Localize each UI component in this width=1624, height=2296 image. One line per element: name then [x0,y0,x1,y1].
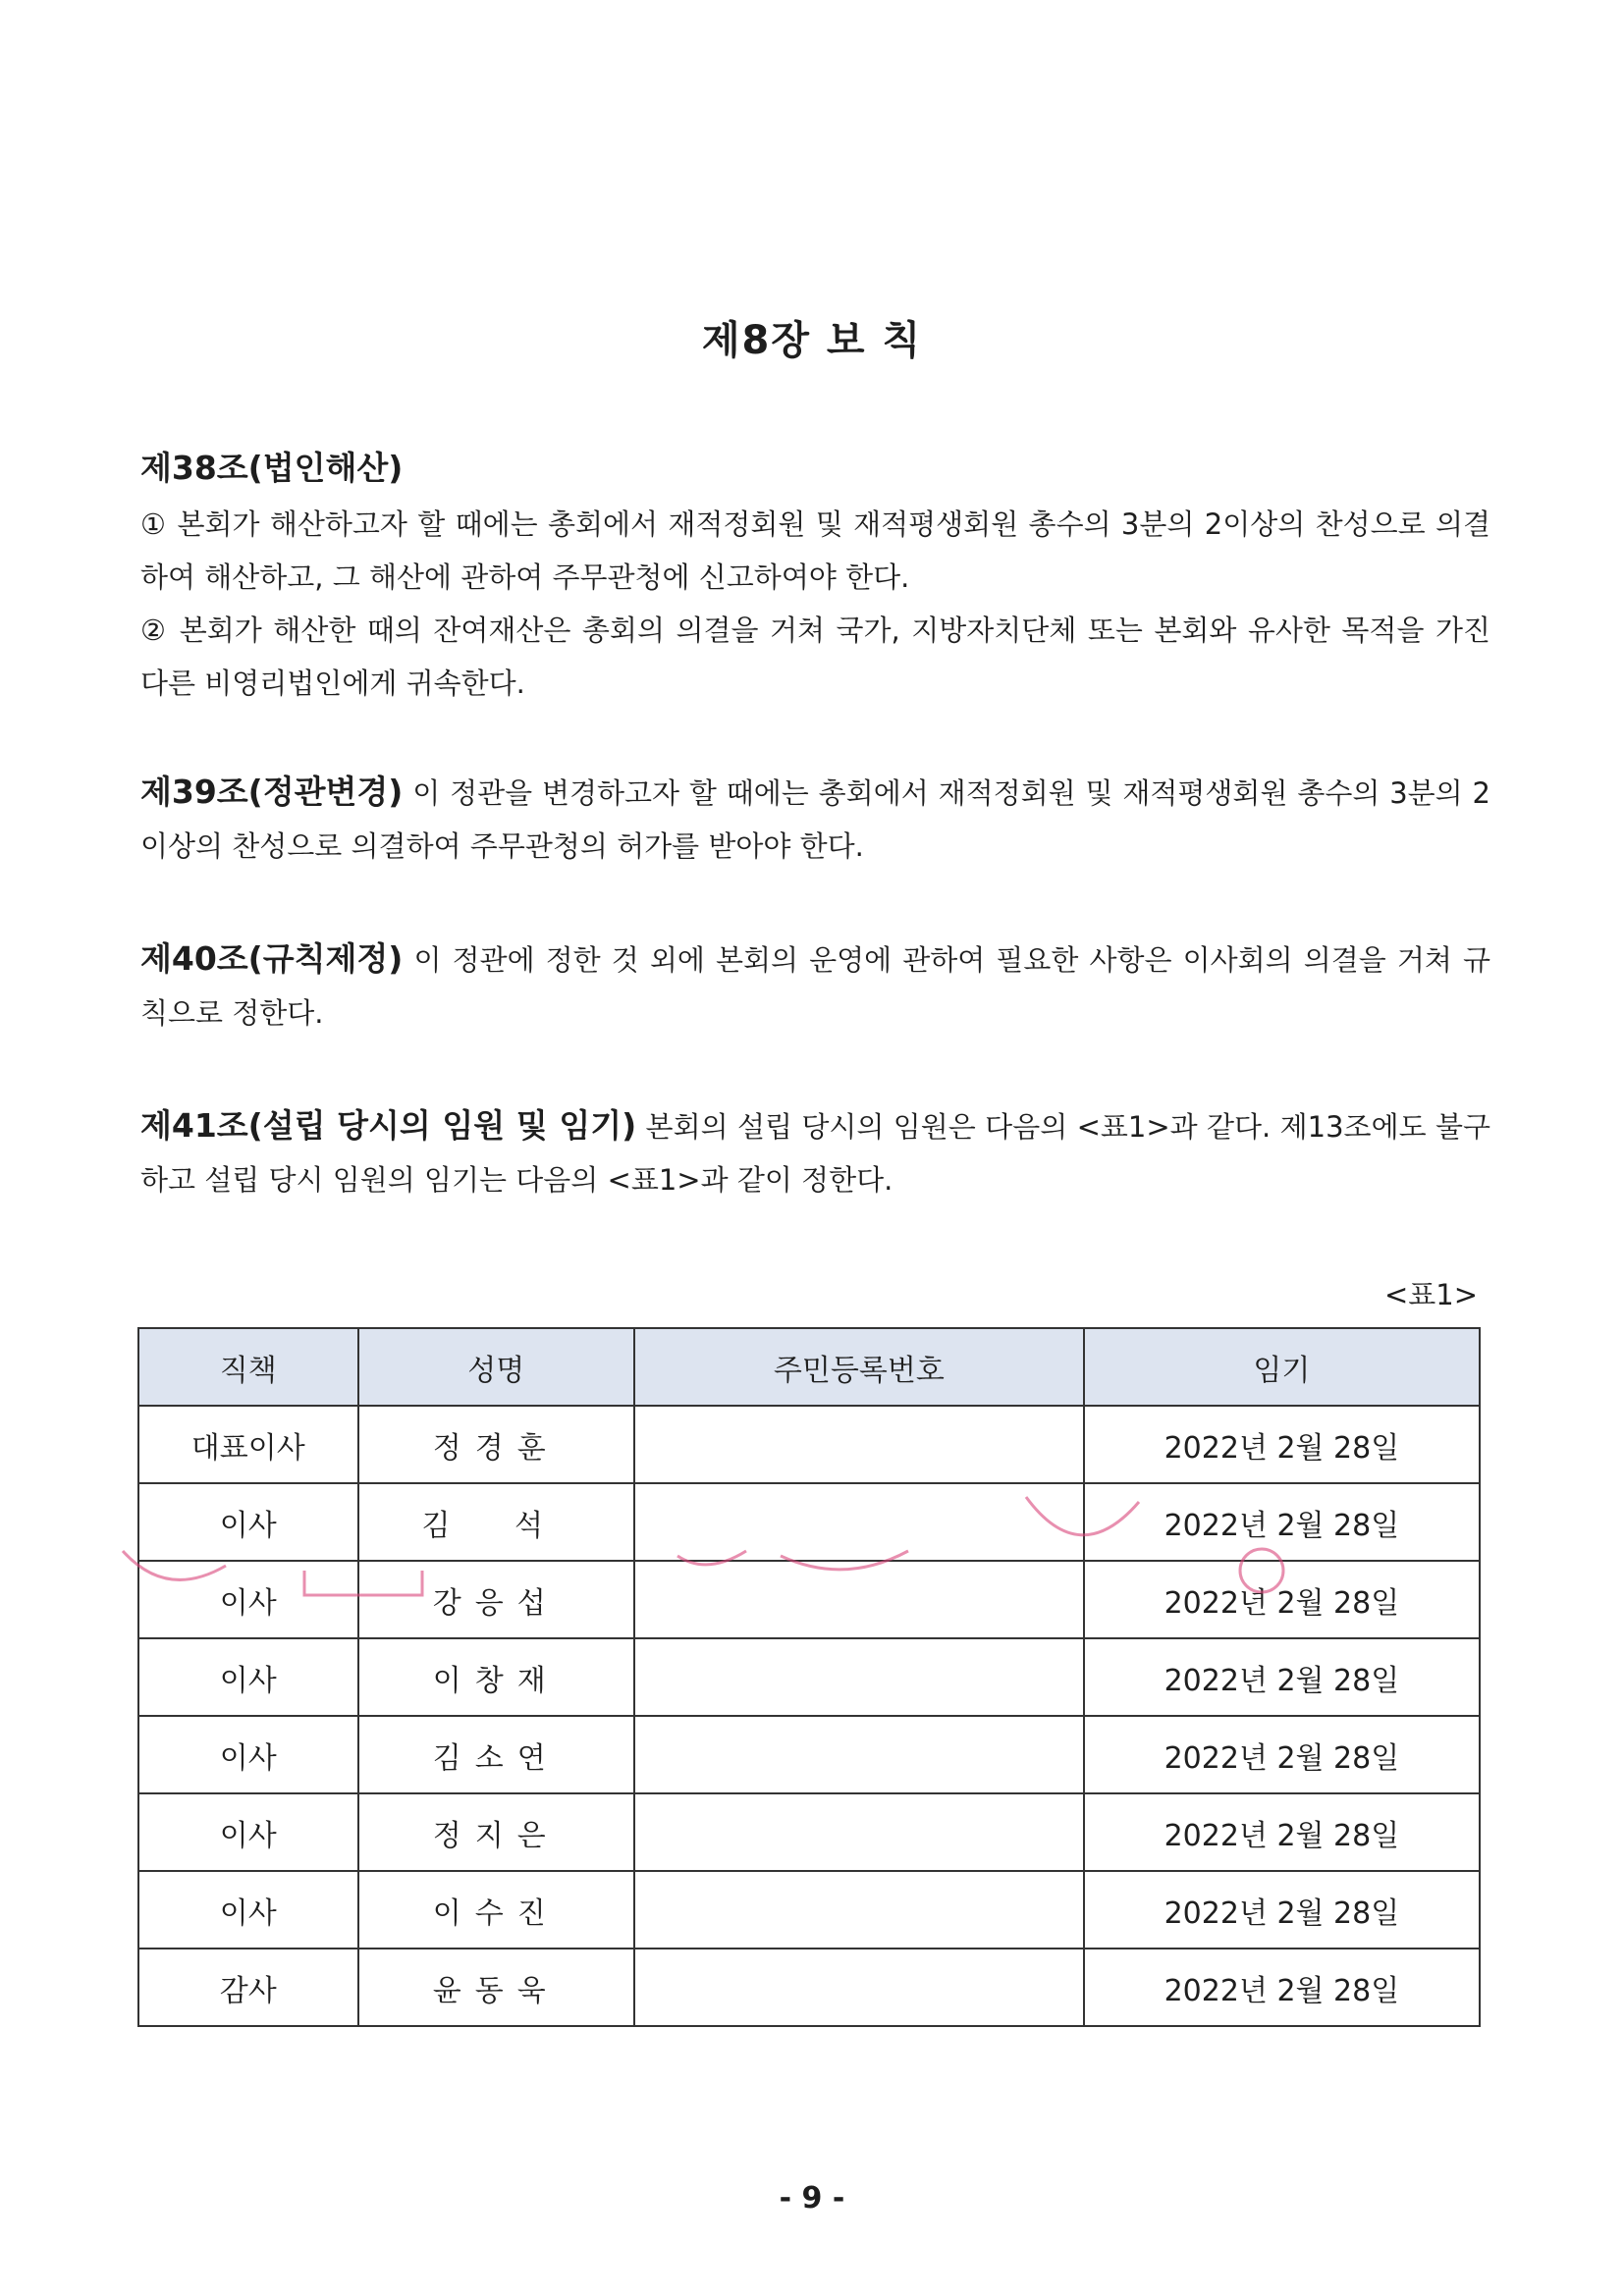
cell-term: 2022년 2월 28일 [1084,1406,1480,1483]
article-40 [140,933,1490,1040]
table-row [138,1406,1480,1483]
cell-name: 강응섭 [358,1561,634,1638]
cell-role: 이사 [138,1561,358,1638]
header-resident-number: 주민등록번호 [634,1328,1084,1406]
table-header-row [138,1328,1480,1406]
header-name: 성명 [358,1328,634,1406]
cell-role: 이사 [138,1716,358,1793]
article-41-text: 본회의 설립 당시의 임원은 다음의 <표1>과 같다. 제13조에도 불구하고 설립 당시 임원의 임기는 다음의 <표1>과 같이 정한다. [140,1110,1490,1197]
officers-table [137,1327,1481,2027]
cell-resident-number [634,1793,1084,1871]
cell-resident-number [634,1638,1084,1716]
article-41-heading: 제41조(설립 당시의 임원 및 임기) [140,1106,637,1145]
cell-role: 감사 [138,1949,358,2026]
table-row [138,1793,1480,1871]
article-41-body [140,1099,1490,1206]
cell-term: 2022년 2월 28일 [1084,1793,1480,1871]
cell-resident-number [634,1716,1084,1793]
cell-role: 이사 [138,1871,358,1949]
table-row [138,1561,1480,1638]
article-40-heading: 제40조(규칙제정) [140,939,404,978]
cell-term: 2022년 2월 28일 [1084,1561,1480,1638]
article-40-text: 이 정관에 정한 것 외에 본회의 운영에 관하여 필요한 사항은 이사회의 의결을 거쳐 규칙으로 정한다. [140,943,1490,1030]
cell-resident-number [634,1949,1084,2026]
cell-resident-number [634,1871,1084,1949]
cell-role: 이사 [138,1638,358,1716]
page-number: - 9 - [779,2181,845,2216]
cell-role: 대표이사 [138,1406,358,1483]
cell-name: 정지은 [358,1793,634,1871]
article-38-heading: 제38조(법인해산) [140,449,404,487]
cell-name: 윤동욱 [358,1949,634,2026]
header-role: 직책 [138,1328,358,1406]
cell-role: 이사 [138,1483,358,1561]
cell-resident-number [634,1561,1084,1638]
table-caption: <표1> [1383,1278,1478,1311]
header-term: 임기 [1084,1328,1480,1406]
cell-term: 2022년 2월 28일 [1084,1949,1480,2026]
article-40-body [140,933,1490,1040]
cell-name: 이창재 [358,1638,634,1716]
table-row [138,1871,1480,1949]
article-38-paragraph-2: ② 본회가 해산한 때의 잔여재산은 총회의 의결을 거쳐 국가, 지방자치단체 또는 본회와 유사한 목적을 가진 다른 비영리법인에게 귀속한다. [140,614,1490,700]
article-41 [140,1099,1490,1206]
cell-role: 이사 [138,1793,358,1871]
article-39-text: 이 정관을 변경하고자 할 때에는 총회에서 재적정회원 및 재적평생회원 총수의 3분의 2이상의 찬성으로 의결하여 주무관청의 허가를 받아야 한다. [140,776,1490,863]
cell-term: 2022년 2월 28일 [1084,1483,1480,1561]
chapter-title: 제8장 보 칙 [701,318,923,363]
cell-term: 2022년 2월 28일 [1084,1871,1480,1949]
table-row [138,1949,1480,2026]
article-39-body [140,766,1490,873]
cell-term: 2022년 2월 28일 [1084,1638,1480,1716]
table-row [138,1638,1480,1716]
cell-name: 김 석 [358,1483,634,1561]
article-38-paragraph-1: ① 본회가 해산하고자 할 때에는 총회에서 재적정회원 및 재적평생회원 총수의 3분의 2이상의 찬성으로 의결하여 해산하고, 그 해산에 관하여 주무관청에 신고하여야 한다. [140,507,1490,594]
article-39 [140,766,1490,873]
table-row [138,1483,1480,1561]
cell-resident-number [634,1406,1084,1483]
cell-term: 2022년 2월 28일 [1084,1716,1480,1793]
cell-name: 김소연 [358,1716,634,1793]
article-39-heading: 제39조(정관변경) [140,773,404,811]
cell-resident-number [634,1483,1084,1561]
cell-name: 이수진 [358,1871,634,1949]
table-row [138,1716,1480,1793]
article-38 [140,439,1490,710]
cell-name: 정경훈 [358,1406,634,1483]
